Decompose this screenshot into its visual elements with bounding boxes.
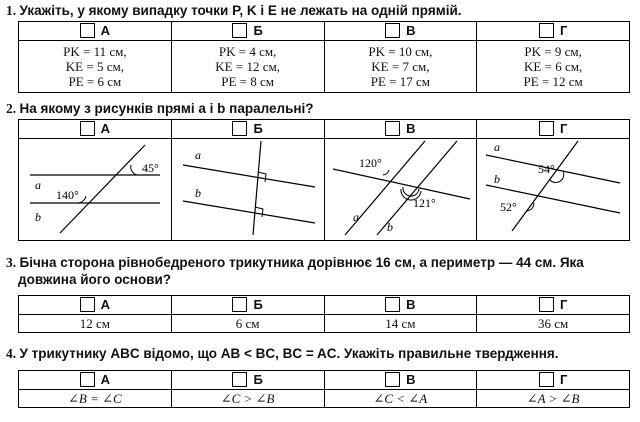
question-number: 4. xyxy=(6,346,17,361)
answer-table-2 xyxy=(18,119,630,241)
checkbox[interactable] xyxy=(539,121,554,136)
option-g[interactable] xyxy=(477,22,630,41)
right-angle-mark xyxy=(255,207,263,217)
option-v[interactable] xyxy=(324,120,477,139)
option-a[interactable] xyxy=(19,120,172,139)
label-b: b xyxy=(194,186,201,200)
checkbox[interactable] xyxy=(385,372,400,387)
option-v-content xyxy=(324,41,477,93)
question-text-cont: довжина його основи? xyxy=(18,272,172,287)
option-g-value: ∠A > ∠B xyxy=(477,390,630,408)
angle-arc xyxy=(383,170,389,175)
transversal xyxy=(512,141,578,231)
question-text: На якому з рисунків прямі a і b паралельні? xyxy=(19,101,314,116)
checkbox[interactable] xyxy=(539,23,554,38)
answer-line: KE = 6 см, xyxy=(524,59,583,74)
question-number: 3. xyxy=(6,255,17,270)
question-3 xyxy=(6,254,634,288)
checkbox[interactable] xyxy=(232,372,247,387)
label-a: a xyxy=(494,140,501,154)
option-letter: А xyxy=(100,371,111,387)
label-b: b xyxy=(34,210,41,224)
option-a[interactable] xyxy=(19,22,172,41)
angle-arc xyxy=(131,165,138,175)
answer-line: KE = 12 см, xyxy=(215,59,280,74)
answer-table-1 xyxy=(18,21,630,93)
checkbox[interactable] xyxy=(232,297,247,312)
line-a xyxy=(183,165,315,187)
label-b: b xyxy=(387,220,394,234)
angle-label: 120° xyxy=(359,156,383,170)
option-b-value: ∠C > ∠B xyxy=(171,390,324,408)
figure-v-diagram xyxy=(325,139,475,235)
checkbox[interactable] xyxy=(539,372,554,387)
label-a: a xyxy=(34,178,41,192)
checkbox[interactable] xyxy=(539,297,554,312)
option-letter: А xyxy=(100,22,111,38)
option-a[interactable] xyxy=(19,371,172,390)
option-v[interactable] xyxy=(324,22,477,41)
option-a-content xyxy=(19,41,172,93)
angle-label: 140° xyxy=(55,188,79,202)
checkbox[interactable] xyxy=(80,121,95,136)
checkbox[interactable] xyxy=(385,23,400,38)
figure-b xyxy=(171,139,324,241)
question-2 xyxy=(6,100,634,117)
option-a-value: 12 см xyxy=(19,315,172,333)
label-a: a xyxy=(353,210,360,224)
option-letter: В xyxy=(406,22,416,38)
option-letter: Б xyxy=(253,296,263,312)
option-letter: Б xyxy=(253,120,263,136)
question-number: 2. xyxy=(6,101,17,116)
option-letter: В xyxy=(406,120,416,136)
answer-line: PK = 10 см, xyxy=(368,44,433,59)
checkbox[interactable] xyxy=(232,121,247,136)
option-g-value: 36 см xyxy=(477,315,630,333)
option-letter: А xyxy=(100,120,111,136)
answer-line: PE = 6 см xyxy=(68,74,122,89)
option-letter: В xyxy=(406,371,416,387)
transversal xyxy=(253,141,261,235)
figure-a xyxy=(19,139,172,241)
option-v-value: 14 см xyxy=(324,315,477,333)
answer-line: PE = 12 см xyxy=(523,74,583,89)
option-letter: Б xyxy=(253,22,263,38)
option-a[interactable] xyxy=(19,296,172,315)
question-text: Бічна сторона рівнобедреного трикутника дорівнює 16 см, а периметр — 44 см. Яка xyxy=(19,255,584,270)
answer-table-4 xyxy=(18,370,630,408)
angle-label: 121° xyxy=(413,196,437,210)
checkbox[interactable] xyxy=(80,372,95,387)
label-a: a xyxy=(194,148,201,162)
option-b[interactable] xyxy=(171,120,324,139)
checkbox[interactable] xyxy=(80,297,95,312)
checkbox[interactable] xyxy=(232,23,247,38)
option-v[interactable] xyxy=(324,296,477,315)
angle-label: 52° xyxy=(500,200,517,214)
option-letter: Г xyxy=(559,22,568,38)
figure-g-diagram xyxy=(478,139,628,235)
option-letter: В xyxy=(406,296,416,312)
figure-v xyxy=(324,139,477,241)
option-letter: Г xyxy=(559,120,568,136)
option-v-value: ∠C < ∠A xyxy=(324,390,477,408)
answer-line: PE = 17 см xyxy=(370,74,430,89)
question-number: 1. xyxy=(6,3,17,18)
figure-b-diagram xyxy=(173,139,323,235)
option-b-value: 6 см xyxy=(171,315,324,333)
option-letter: Г xyxy=(559,371,568,387)
checkbox[interactable] xyxy=(385,121,400,136)
answer-table-3 xyxy=(18,295,630,333)
option-b[interactable] xyxy=(171,22,324,41)
line-b xyxy=(183,201,315,223)
answer-line: KE = 5 см, xyxy=(65,59,124,74)
answer-line: PK = 11 см, xyxy=(63,44,127,59)
option-b[interactable] xyxy=(171,371,324,390)
option-g[interactable] xyxy=(477,296,630,315)
answer-line: PE = 8 см xyxy=(221,74,274,89)
answer-line: KE = 7 см, xyxy=(371,59,430,74)
answer-line: PK = 9 см, xyxy=(524,44,582,59)
question-text: У трикутнику ABC відомо, що AB < BC, BC = AC. Укажіть правильне твердження. xyxy=(19,346,559,361)
question-text: Укажіть, у якому випадку точки P, K і E не лежать на одній прямій. xyxy=(19,3,462,18)
option-letter: Г xyxy=(559,296,568,312)
angle-label: 45° xyxy=(141,161,159,175)
angle-arc xyxy=(78,196,86,203)
label-b: b xyxy=(494,172,501,186)
right-angle-mark xyxy=(258,172,266,182)
option-b-content xyxy=(171,41,324,93)
question-1 xyxy=(6,2,634,19)
figure-g xyxy=(477,139,630,241)
option-g[interactable] xyxy=(477,371,630,390)
answer-line: PK = 4 см, xyxy=(218,44,277,59)
figure-a-diagram xyxy=(20,139,170,235)
option-v[interactable] xyxy=(324,371,477,390)
question-4 xyxy=(6,345,634,362)
angle-label: 54° xyxy=(538,162,555,176)
checkbox[interactable] xyxy=(80,23,95,38)
option-a-value: ∠B = ∠C xyxy=(19,390,172,408)
option-g[interactable] xyxy=(477,120,630,139)
option-letter: А xyxy=(100,296,111,312)
option-g-content xyxy=(477,41,630,93)
checkbox[interactable] xyxy=(385,297,400,312)
option-b[interactable] xyxy=(171,296,324,315)
option-letter: Б xyxy=(253,371,263,387)
